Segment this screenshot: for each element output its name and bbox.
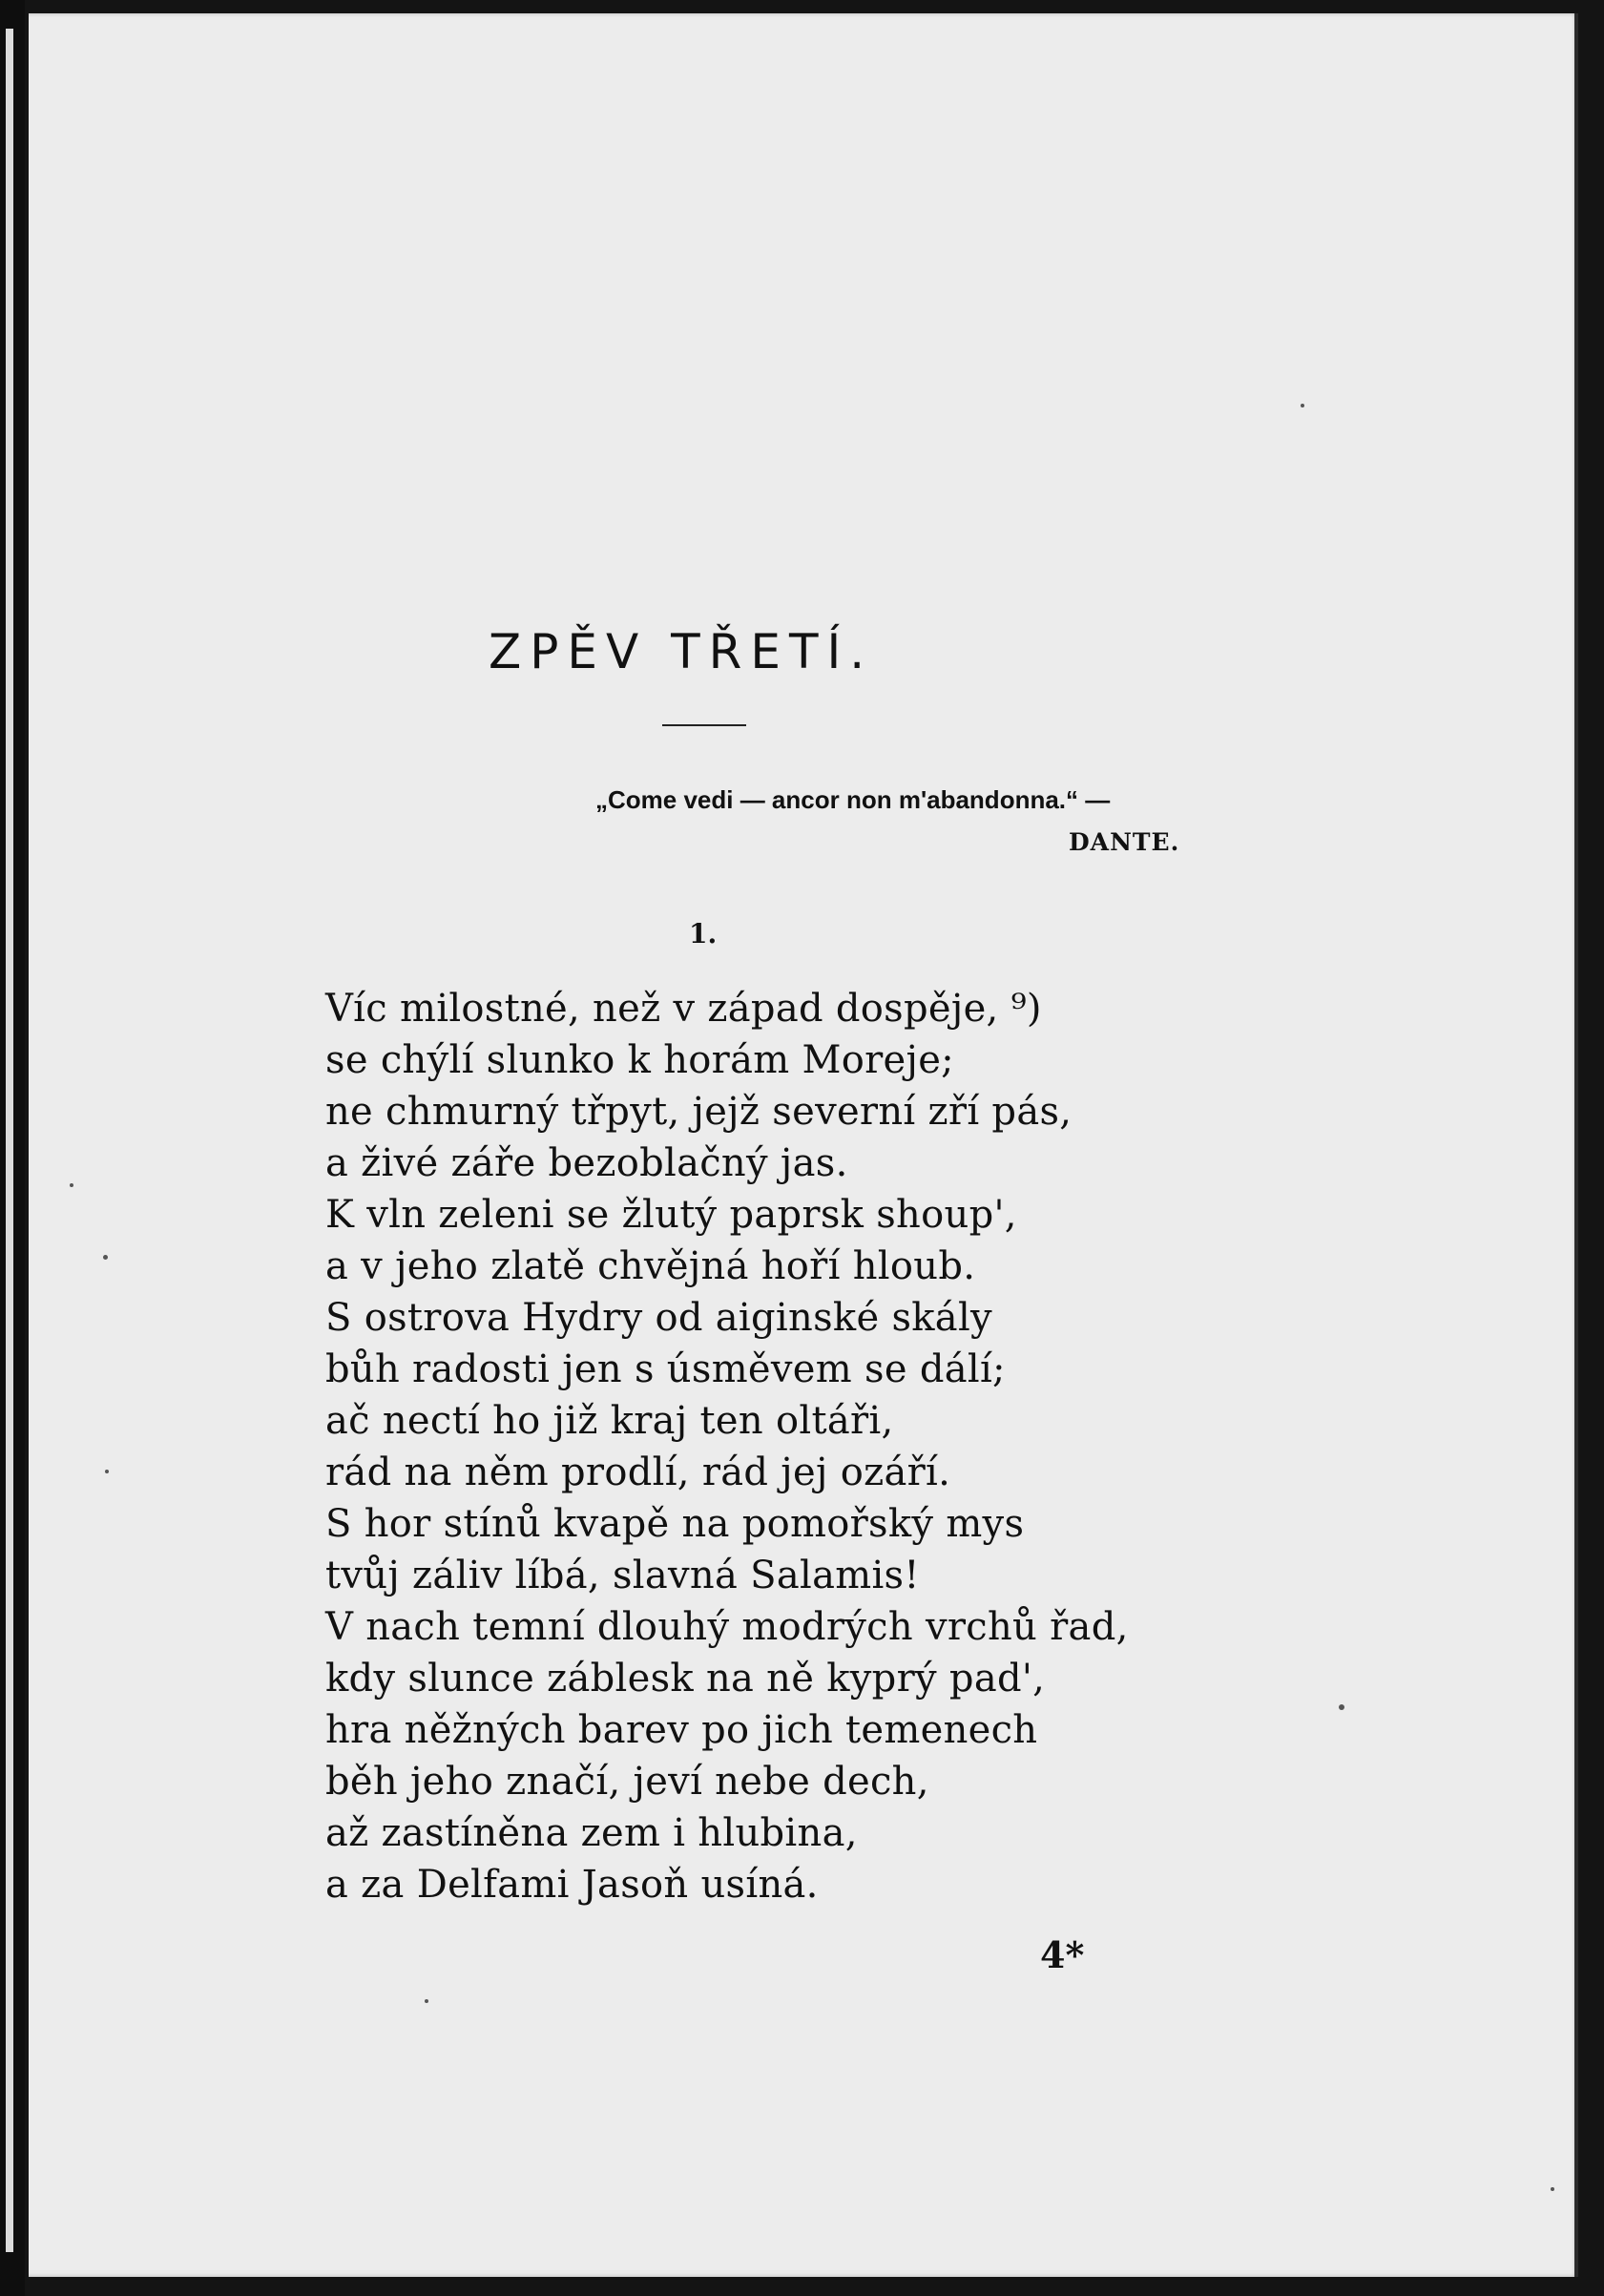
chapter-title: ZPĚV TŘETÍ.: [489, 624, 874, 679]
poem-line: K vln zeleni se žlutý paprsk shoup',: [325, 1193, 1017, 1237]
scan-speck: [103, 1255, 108, 1260]
scan-speck: [70, 1183, 73, 1187]
poem-stanza: [325, 983, 1129, 1910]
poem-line: Víc milostné, než v západ dospěje, ⁹): [325, 987, 1042, 1031]
poem-line: běh jeho značí, jeví nebe dech,: [325, 1760, 929, 1804]
poem-line: ač nectí ho již kraj ten oltáři,: [325, 1399, 894, 1443]
poem-line: V nach temní dlouhý modrých vrchů řad,: [325, 1605, 1129, 1649]
scan-speck: [1551, 2187, 1554, 2191]
epigraph-quote: „Come vedi — ancor non m'abandonna.“ —: [595, 785, 1111, 814]
poem-line: tvůj záliv líbá, slavná Salamis!: [325, 1554, 920, 1597]
page-number: 4*: [1040, 1933, 1085, 1976]
scan-speck: [1339, 1704, 1344, 1710]
poem-line: až zastíněna zem i hlubina,: [325, 1811, 858, 1855]
title-divider: [662, 724, 746, 726]
scan-speck: [105, 1470, 109, 1473]
left-page-edge: [0, 0, 25, 2296]
epigraph-author: DANTE.: [1069, 828, 1180, 856]
poem-line: se chýlí slunko k horám Moreje;: [325, 1038, 954, 1082]
poem-line: hra něžných barev po jich temenech: [325, 1708, 1038, 1752]
poem-line: S ostrova Hydry od aiginské skály: [325, 1296, 992, 1340]
scan-speck: [425, 1999, 428, 2003]
poem-line: a za Delfami Jasoň usíná.: [325, 1863, 819, 1907]
poem-line: a živé záře bezoblačný jas.: [325, 1141, 848, 1185]
poem-line: S hor stínů kvapě na pomořský mys: [325, 1502, 1025, 1546]
page-right-border: [1574, 13, 1578, 2277]
poem-line: rád na něm prodlí, rád jej ozáří.: [325, 1451, 951, 1494]
section-number: 1.: [689, 918, 718, 950]
scan-speck: [1301, 404, 1304, 407]
poem-line: a v jeho zlatě chvějná hoří hloub.: [325, 1244, 976, 1288]
previous-page-sliver: [6, 29, 13, 2252]
poem-line: bůh radosti jen s úsměvem se dálí;: [325, 1347, 1006, 1391]
poem-line: kdy slunce záblesk na ně kyprý pad',: [325, 1657, 1046, 1701]
poem-line: ne chmurný třpyt, jejž severní zří pás,: [325, 1090, 1073, 1134]
